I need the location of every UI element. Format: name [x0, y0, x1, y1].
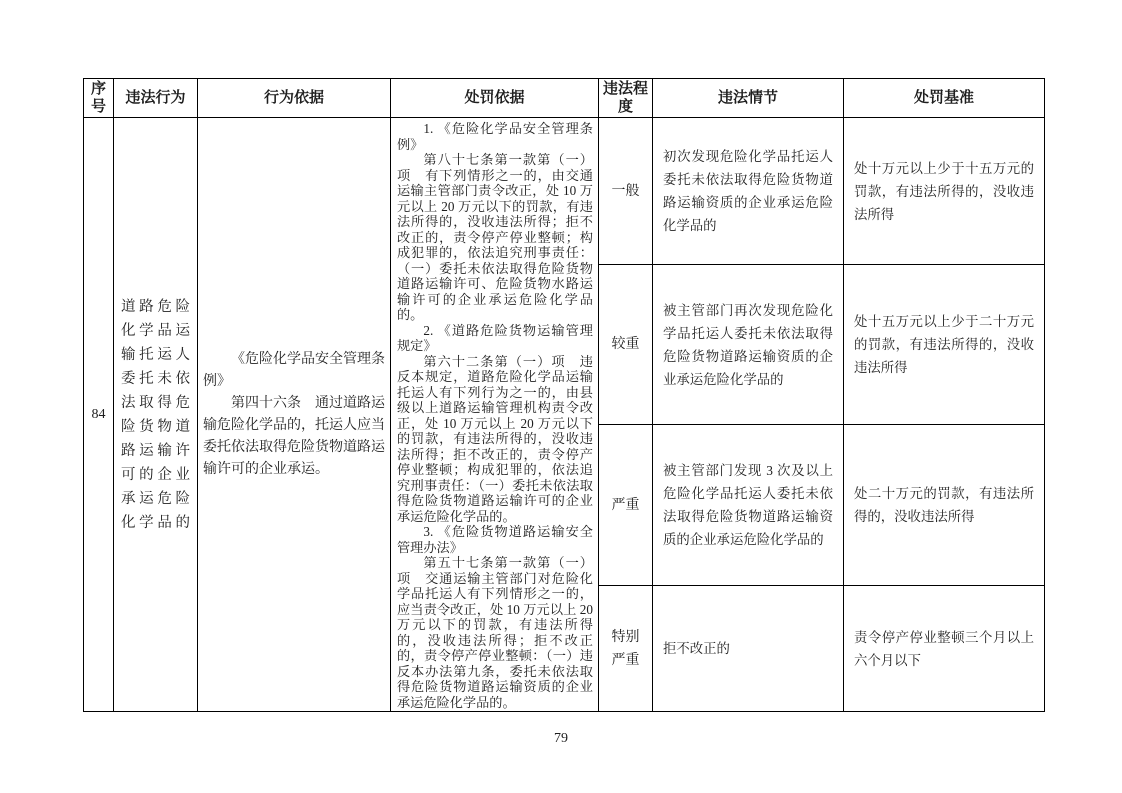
- paragraph: 第八十七条第一款第（一）项 有下列情形之一的，由交通运输主管部门责令改正，处 10 万元以上 20 万元以下的罚款，有违法所得的，没收违法所得；拒不改正的，责令停产停业整顿；构成犯罪的，依法追究刑事责任：（一）委托未依法取得危险货物道路运输许可、危险货物水路运输许可的企业承运危险化学品的。: [397, 152, 593, 322]
- paragraph: 第六十二条第（一）项 违反本规定，道路危险化学品运输托运人有下列行为之一的，由县级以上道路运输管理机构责令改正，处 10 万元以上 20 万元以下的罚款，有违法所得的，没收违法所得；拒不改正的，责令停产停业整顿；构成犯罪的，依法追究刑事责任：（一）委托未依法取得危险货物道路运输许可的企业承运危险化学品的。: [397, 353, 593, 524]
- standard-text: 责令停产停业整顿三个月以上六个月以下: [854, 629, 1034, 668]
- cell-severity-heavier: 较重: [599, 265, 653, 425]
- standard-text: 处二十万元的罚款，有违法所得的，没收违法所得: [854, 486, 1034, 524]
- penalty-table: [83, 78, 1045, 712]
- cell-circumstance-heavier: [653, 265, 844, 425]
- col-header-behavior: 违法行为: [114, 79, 198, 118]
- cell-circumstance-serious: [653, 425, 844, 586]
- col-header-severity: 违法程度: [599, 79, 653, 118]
- cell-circumstance-general: [653, 118, 844, 265]
- col-header-circumstance: 违法情节: [653, 79, 844, 118]
- cell-standard-especially-serious: [844, 586, 1044, 711]
- paragraph: 第四十六条 通过道路运输危险化学品的，托运人应当委托依法取得危险货物道路运输许可的企业承运。: [203, 395, 385, 477]
- cell-standard-serious: [844, 425, 1044, 586]
- cell-behavior: [114, 118, 198, 711]
- cell-penalty-basis: [391, 118, 599, 711]
- standard-text: 处十万元以上少于十五万元的罚款，有违法所得的，没收违法所得: [854, 160, 1034, 222]
- behavior-text: 道路危险化学品运输托运人委托未依法取得危险货物道路运输许可的企业承运危险化学品的: [121, 298, 190, 531]
- paragraph: 1. 《危险化学品安全管理条例》: [397, 121, 593, 152]
- cell-severity-general: 一般: [599, 118, 653, 265]
- cell-severity-serious: 严重: [599, 425, 653, 586]
- paragraph: 2. 《道路危险货物运输管理规定》: [397, 322, 593, 353]
- cell-standard-heavier: [844, 265, 1044, 425]
- paragraph: 第五十七条第一款第（一）项 交通运输主管部门对危险化学品托运人有下列情形之一的，应当责令改正，处 10 万元以上 20 万元以下的罚款，有违法所得的，没收违法所得；拒不改正的，责令停产停业整顿：（一）违反本办法第九条，委托未依法取得危险货物道路运输资质的企业承运危险化学品的。: [397, 555, 593, 710]
- cell-behavior-basis: [198, 118, 391, 711]
- col-header-index: 序号: [84, 79, 114, 118]
- col-header-behavior-basis: 行为依据: [198, 79, 391, 118]
- page-number: 79: [554, 731, 568, 746]
- cell-standard-general: [844, 118, 1044, 265]
- col-header-standard: 处罚基准: [844, 79, 1044, 118]
- circumstance-text: 被主管部门发现 3 次及以上危险化学品托运人委托未依法取得危险货物道路运输资质的企业承运危险化学品的: [663, 463, 833, 547]
- circumstance-text: 被主管部门再次发现危险化学品托运人委托未依法取得危险货物道路运输资质的企业承运危险化学品的: [663, 302, 833, 387]
- circumstance-text: 拒不改正的: [663, 641, 730, 656]
- paragraph: 《危险化学品安全管理条例》: [203, 351, 385, 389]
- paragraph: 3. 《危险货物道路运输安全管理办法》: [397, 524, 593, 555]
- cell-index: 84: [84, 118, 114, 711]
- cell-circumstance-especially-serious: [653, 586, 844, 711]
- circumstance-text: 初次发现危险化学品托运人委托未依法取得危险货物道路运输资质的企业承运危险化学品的: [663, 149, 833, 233]
- col-header-penalty-basis: 处罚依据: [391, 79, 599, 118]
- cell-severity-especially-serious: 特别严重: [599, 586, 653, 711]
- standard-text: 处十五万元以上少于二十万元的罚款，有违法所得的，没收违法所得: [854, 314, 1034, 375]
